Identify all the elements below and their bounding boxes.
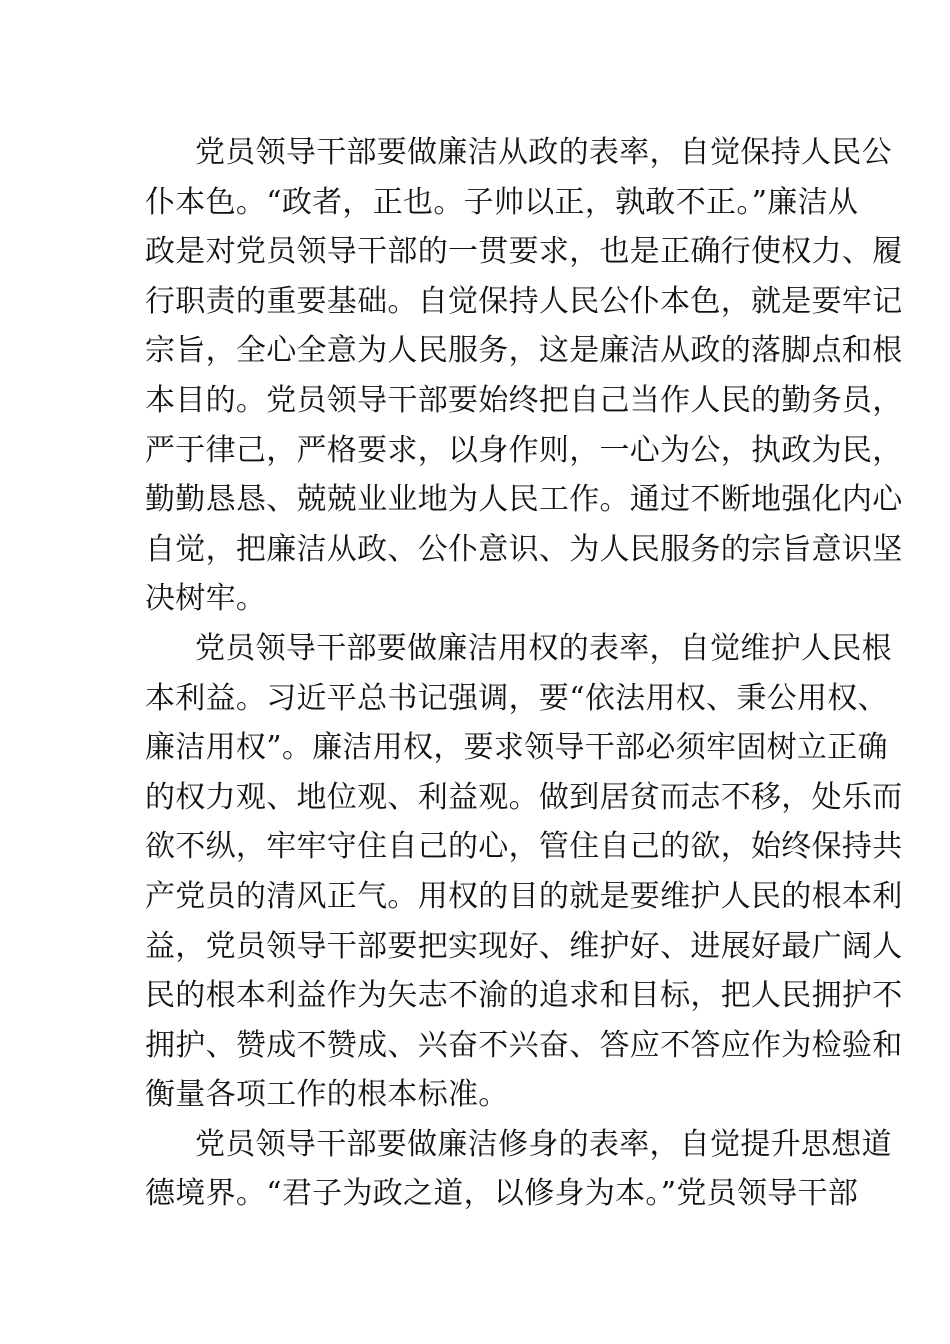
paragraph-3-line-2: 德境界。“君子为政之道，以修身为本。”党员领导干部 [145,1176,859,1212]
paragraph-3-line-1: 党员领导干部要做廉洁修身的表率，自觉提升思想道 [195,1126,892,1162]
paragraph-1-line-9: 自觉，把廉洁从政、公仆意识、为人民服务的宗旨意识坚 [145,531,903,567]
paragraph-1-line-2: 仆本色。“政者，正也。子帅以正，孰敢不正。”廉洁从 [145,184,859,220]
paragraph-1-line-3: 政是对党员领导干部的一贯要求，也是正确行使权力、履 [145,234,903,270]
paragraph-2-line-1: 党员领导干部要做廉洁用权的表率，自觉维护人民根 [195,630,892,666]
paragraph-2-line-10: 衡量各项工作的根本标准。 [145,1077,509,1113]
paragraph-1-line-4: 行职责的重要基础。自觉保持人民公仆本色，就是要牢记 [145,283,903,319]
paragraph-1-line-7: 严于律己，严格要求，以身作则，一心为公，执政为民， [145,432,903,468]
paragraph-1-line-10: 决树牢。 [145,581,267,617]
paragraph-2-line-9: 拥护、赞成不赞成、兴奋不兴奋、答应不答应作为检验和 [145,1027,903,1063]
paragraph-2-line-5: 欲不纵，牢牢守住自己的心，管住自己的欲，始终保持共 [145,829,903,865]
paragraph-2-line-8: 民的根本利益作为矢志不渝的追求和目标，把人民拥护不 [145,978,903,1014]
paragraph-1-line-8: 勤勤恳恳、兢兢业业地为人民工作。通过不断地强化内心 [145,482,903,518]
paragraph-1-line-5: 宗旨，全心全意为人民服务，这是廉洁从政的落脚点和根 [145,333,903,369]
paragraph-2-line-2: 本利益。习近平总书记强调，要“依法用权、秉公用权、 [145,680,888,716]
paragraph-2-line-3: 廉洁用权”。廉洁用权，要求领导干部必须牢固树立正确 [145,730,888,766]
paragraph-1-line-6: 本目的。党员领导干部要始终把自己当作人民的勤务员， [145,382,903,418]
document-body [145,128,903,1219]
paragraph-1-line-1: 党员领导干部要做廉洁从政的表率，自觉保持人民公 [195,135,892,170]
paragraph-2-line-6: 产党员的清风正气。用权的目的就是要维护人民的根本利 [145,878,903,914]
paragraph-2-line-7: 益，党员领导干部要把实现好、维护好、进展好最广阔人 [145,928,903,964]
paragraph-2-line-4: 的权力观、地位观、利益观。做到居贫而志不移，处乐而 [145,779,903,815]
